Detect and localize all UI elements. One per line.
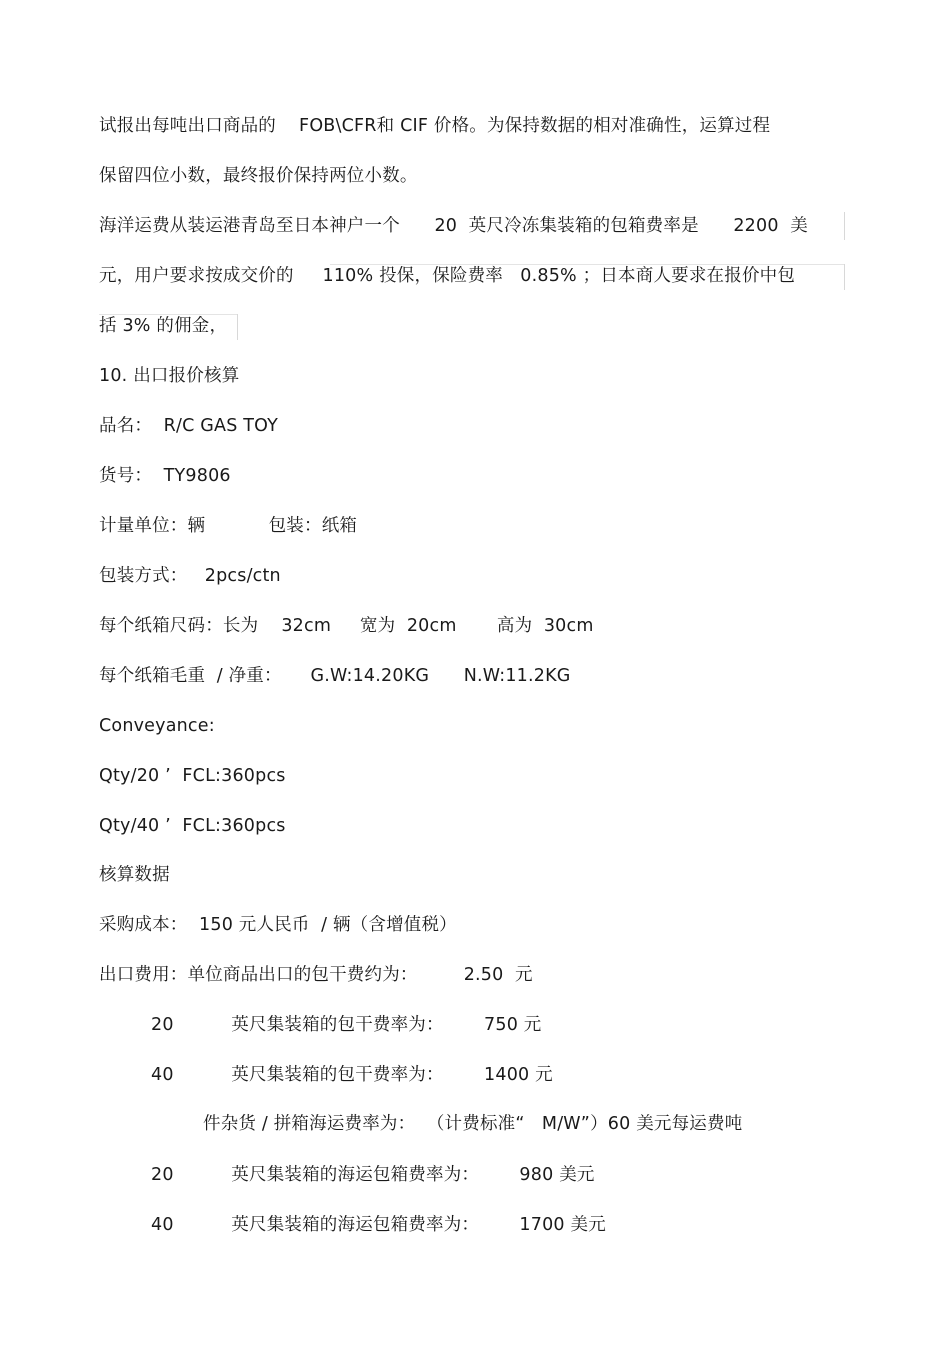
table-border [844,264,845,290]
table-border [844,212,845,240]
freight-20ft-box: 20 英尺集装箱的海运包箱费率为： 980 美元 [151,1165,595,1185]
cost-20ft-lumpsum: 20 英尺集装箱的包干费率为： 750 元 [151,1015,542,1035]
paragraph-line: 括 3% 的佣金， [99,316,228,336]
export-cost: 出口费用：单位商品出口的包干费约为： 2.50 元 [99,965,533,985]
carton-size: 每个纸箱尺码：长为 32cm 宽为 20cm 高为 30cm [99,616,594,636]
paragraph-line: 保留四位小数，最终报价保持两位小数。 [99,166,418,186]
qty-40-fcl: Qty/40 ’ FCL:360pcs [99,816,286,836]
paragraph-line: 元，用户要求按成交价的 110% 投保，保险费率 0.85% ；日本商人要求在报价中包 [99,266,796,286]
purchase-cost: 采购成本： 150 元人民币 / 辆（含增值税） [99,915,457,935]
conveyance-label: Conveyance: [99,716,215,736]
lcl-freight-rate: 件杂货 / 拼箱海运费率为： （计费标准“ M/W”）60 美元每运费吨 [203,1114,743,1134]
product-name: 品名： R/C GAS TOY [99,416,279,436]
calc-data-heading: 核算数据 [99,865,170,885]
unit-and-packing: 计量单位：辆 包装：纸箱 [99,516,358,536]
packing-method: 包装方式： 2pcs/ctn [99,566,281,586]
carton-weight: 每个纸箱毛重 / 净重： G.W:14.20KG N.W:11.2KG [99,666,571,686]
cost-40ft-lumpsum: 40 英尺集装箱的包干费率为： 1400 元 [151,1065,553,1085]
freight-40ft-box: 40 英尺集装箱的海运包箱费率为： 1700 美元 [151,1215,606,1235]
section-heading: 10. 出口报价核算 [99,366,240,386]
item-number: 货号： TY9806 [99,466,231,486]
qty-20-fcl: Qty/20 ’ FCL:360pcs [99,766,286,786]
paragraph-line: 海洋运费从装运港青岛至日本神户一个 20 英尺冷冻集装箱的包箱费率是 2200 美 [99,216,808,236]
paragraph-line: 试报出每吨出口商品的 FOB\CFR和 CIF 价格。为保持数据的相对准确性，运算过程 [99,116,771,136]
table-border [237,314,238,340]
